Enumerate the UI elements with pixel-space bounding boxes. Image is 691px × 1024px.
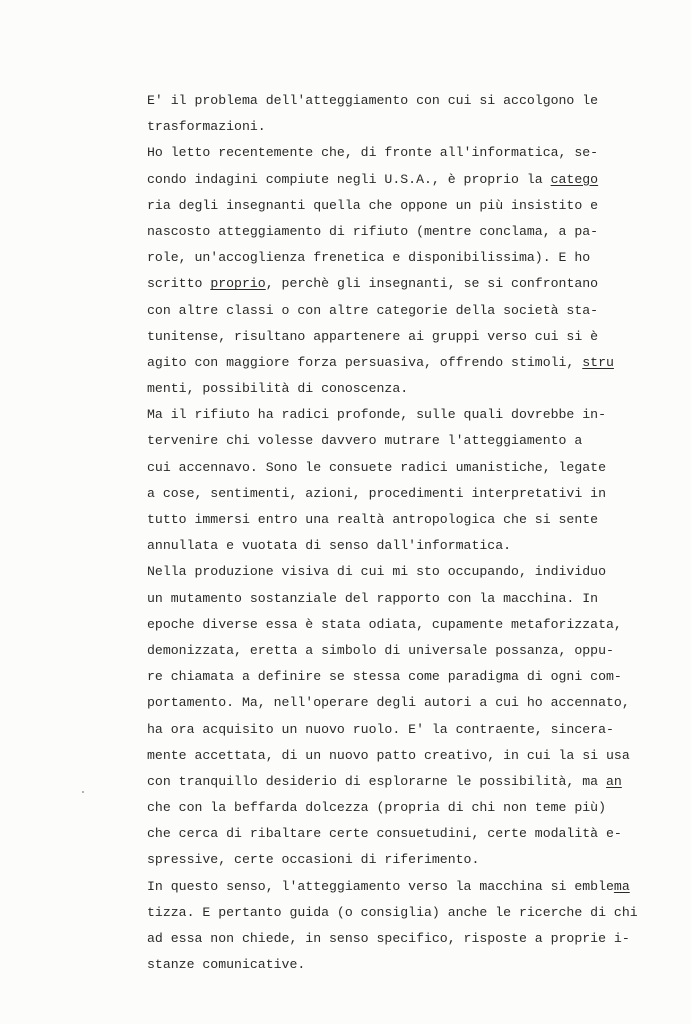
text-line — [147, 874, 630, 900]
text-line: Ma il rifiuto ha radici profonde, sulle quali dovrebbe in- — [147, 407, 606, 423]
text-line: role, un'accoglienza frenetica e disponibilissima). E ho — [147, 250, 591, 266]
text-line: ha ora acquisito un nuovo ruolo. E' la contraente, sincera- — [147, 721, 614, 737]
text-line: a cose, sentimenti, azioni, procedimenti interpretativi in — [147, 485, 606, 501]
text-segment: con tranquillo desiderio di esplorarne le possibilità, ma — [147, 773, 606, 789]
text-segment: agito con maggiore forza persuasiva, offrendo stimoli, — [147, 354, 583, 370]
text-line: menti, possibilità di conoscenza. — [147, 381, 409, 397]
text-line — [147, 769, 627, 795]
text-line: un mutamento sostanziale del rapporto con la macchina. In — [147, 590, 599, 606]
text-line: cui accennavo. Sono le consuete radici umanistiche, legate — [147, 459, 606, 475]
text-line: tutto immersi entro una realtà antropologica che si sente — [147, 512, 599, 527]
underlined-fragment: ma — [613, 878, 630, 894]
text-line: epoche diverse essa è stata odiata, cupamente metaforizzata, — [147, 616, 622, 632]
text-line: annullata e vuotata di senso dall'informatica. — [147, 538, 512, 554]
text-line: ria degli insegnanti quella che oppone un più insistito e — [147, 197, 599, 213]
text-line — [147, 350, 627, 376]
text-line: che con la beffarda dolcezza (propria di chi non teme più) — [147, 800, 606, 816]
text-line: tervenire chi volesse davvero mutrare l'atteggiamento a — [147, 433, 583, 449]
text-line: con altre classi o con altre categorie della società sta- — [147, 302, 599, 318]
text-line: E' il problema dell'atteggiamento con cui si accolgono le — [147, 93, 599, 108]
text-line: spressive, certe occasioni di riferimento. — [147, 852, 480, 868]
text-segment: condo indagini compiute negli U.S.A., è proprio la — [147, 171, 551, 187]
text-segment: , perchè gli insegnanti, se si confrontano — [265, 276, 599, 292]
text-line: Ho letto recentemente che, di fronte all'informatica, se- — [147, 145, 599, 161]
text-segment: In questo senso, l'atteggiamento verso la macchina si emble — [147, 878, 614, 894]
text-line: portamento. Ma, nell'operare degli autori a cui ho accennato, — [147, 695, 630, 711]
text-line: Nella produzione visiva di cui mi sto occupando, individuo — [147, 564, 606, 580]
text-line: trasformazioni. — [147, 119, 266, 135]
text-line: tunitense, risultano appartenere ai gruppi verso cui si è — [147, 328, 599, 344]
text-line: nascosto atteggiamento di rifiuto (mentre conclama, a pa- — [147, 223, 599, 239]
text-segment: scritto — [147, 276, 211, 292]
text-line: re chiamata a definire se stessa come paradigma di ogni com- — [147, 669, 622, 685]
paper-speck — [82, 791, 84, 793]
text-line: ad essa non chiede, in senso specifico, risposte a proprie i- — [147, 931, 630, 946]
text-line — [147, 167, 627, 193]
text-line: tizza. E pertanto guida (o consiglia) anche le ricerche di chi — [147, 904, 638, 920]
text-line — [147, 271, 627, 297]
underlined-fragment: proprio — [210, 276, 266, 292]
text-line: demonizzata, eretta a simbolo di universale possanza, oppu- — [147, 642, 614, 658]
text-line: stanze comunicative. — [147, 957, 306, 973]
text-line: che cerca di ribaltare certe consuetudini, certe modalità e- — [147, 826, 622, 842]
underlined-fragment: an — [606, 773, 622, 789]
text-line: mente accettata, di un nuovo patto creativo, in cui la si usa — [147, 747, 630, 763]
body-text — [147, 88, 638, 978]
underlined-fragment: stru — [582, 354, 614, 370]
underlined-fragment: catego — [550, 171, 599, 187]
